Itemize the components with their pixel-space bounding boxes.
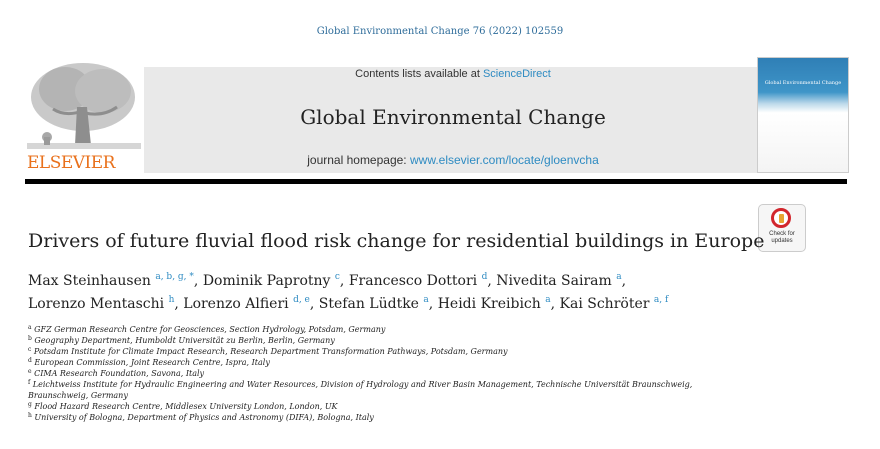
journal-banner xyxy=(144,67,762,173)
affiliation-key: g xyxy=(28,401,32,408)
author-affiliation-marker[interactable]: a xyxy=(545,295,551,305)
author-separator: , xyxy=(487,273,497,289)
author-affiliation-marker[interactable]: d, e xyxy=(293,295,310,305)
author-name[interactable]: Stefan Lüdtke xyxy=(318,296,419,312)
affiliation-text: Braunschweig, Germany xyxy=(28,391,128,400)
affiliation-text: Potsdam Institute for Climate Impact Research, Research Department Transformation Pathways, Potsdam, Germany xyxy=(33,347,508,356)
author-name[interactable]: Kai Schröter xyxy=(559,296,650,312)
affiliation-key: d xyxy=(28,357,32,364)
author-affiliation-marker[interactable]: d xyxy=(481,272,488,282)
affiliation-item xyxy=(28,401,748,412)
journal-citation[interactable]: Global Environmental Change 76 (2022) 102559 xyxy=(316,26,564,37)
author-affiliation-marker[interactable]: h xyxy=(168,295,175,305)
author-list xyxy=(28,270,668,316)
journal-homepage-link[interactable]: www.elsevier.com/locate/gloenvcha xyxy=(409,153,599,167)
author-affiliation-marker[interactable]: a, f xyxy=(653,295,669,305)
affiliation-item xyxy=(28,368,748,379)
author-name[interactable]: Max Steinhausen xyxy=(28,273,151,289)
author-separator: , xyxy=(193,273,203,289)
affiliation-item xyxy=(28,379,748,390)
author-affiliation-marker[interactable]: c xyxy=(334,272,340,282)
author-affiliation-marker[interactable]: a, b, g, * xyxy=(155,272,194,282)
affiliation-item xyxy=(28,346,748,357)
affiliation-item xyxy=(28,357,748,368)
affiliation-list xyxy=(28,324,748,423)
author-separator: , xyxy=(550,296,560,312)
author-name[interactable]: Lorenzo Alfieri xyxy=(183,296,289,312)
contents-prefix: Contents lists available at xyxy=(355,68,480,80)
author-affiliation-marker[interactable]: a xyxy=(423,295,429,305)
affiliation-text: Flood Hazard Research Centre, Middlesex University London, London, UK xyxy=(34,402,338,411)
affiliation-text: University of Bologna, Department of Physics and Astronomy (DIFA), Bologna, Italy xyxy=(34,413,374,422)
author-separator: , xyxy=(428,296,438,312)
author-name[interactable]: Francesco Dottori xyxy=(348,273,478,289)
affiliation-key: e xyxy=(28,368,32,375)
author-name[interactable]: Heidi Kreibich xyxy=(437,296,541,312)
check-updates-label: Check for updates xyxy=(769,231,795,244)
elsevier-logo[interactable] xyxy=(25,57,143,173)
author-separator: , xyxy=(339,273,349,289)
publisher-wordmark: ELSEVIER xyxy=(27,153,115,173)
contents-available-line xyxy=(144,68,762,80)
affiliation-text: CIMA Research Foundation, Savona, Italy xyxy=(34,369,205,378)
author-line-1 xyxy=(28,270,668,293)
journal-homepage-line xyxy=(144,153,762,167)
author-affiliation-marker[interactable]: a xyxy=(616,272,622,282)
affiliation-key: c xyxy=(28,346,32,353)
affiliation-text: Geography Department, Humboldt Universität zu Berlin, Berlin, Germany xyxy=(34,336,335,345)
crossmark-icon xyxy=(771,208,791,228)
homepage-prefix: journal homepage: xyxy=(307,153,407,167)
author-name[interactable]: Nivedita Sairam xyxy=(496,273,612,289)
article-title: Drivers of future fluvial flood risk change for residential buildings in Europe xyxy=(28,230,765,252)
affiliation-text: GFZ German Research Centre for Geosciences, Section Hydrology, Potsdam, Germany xyxy=(34,325,386,334)
author-name[interactable]: Lorenzo Mentaschi xyxy=(28,296,165,312)
check-for-updates-button[interactable] xyxy=(758,204,806,252)
journal-header xyxy=(25,57,847,173)
journal-cover-thumbnail[interactable] xyxy=(757,57,849,173)
affiliation-text: Leichtweiss Institute for Hydraulic Engineering and Water Resources, Division of Hydrology and River Basin Management, Technische Universität Braunschweig, xyxy=(32,380,693,389)
affiliation-key: b xyxy=(28,335,32,342)
author-separator: , xyxy=(174,296,184,312)
author-separator: , xyxy=(621,273,627,289)
cover-title: Global Environmental Change xyxy=(764,80,842,86)
affiliation-item xyxy=(28,324,748,335)
header-divider xyxy=(25,179,847,184)
elsevier-tree-icon xyxy=(25,57,143,153)
affiliation-item xyxy=(28,390,748,401)
author-line-2 xyxy=(28,293,668,316)
affiliation-item xyxy=(28,335,748,346)
sciencedirect-link[interactable]: ScienceDirect xyxy=(482,68,551,80)
author-name[interactable]: Dominik Paprotny xyxy=(202,273,331,289)
affiliation-text: European Commission, Joint Research Centre, Ispra, Italy xyxy=(34,358,270,367)
affiliation-item xyxy=(28,412,748,423)
affiliation-key: a xyxy=(28,324,32,331)
journal-name: Global Environmental Change xyxy=(300,105,606,129)
author-separator: , xyxy=(309,296,319,312)
affiliation-key: f xyxy=(28,379,31,386)
affiliation-key: h xyxy=(28,412,32,419)
